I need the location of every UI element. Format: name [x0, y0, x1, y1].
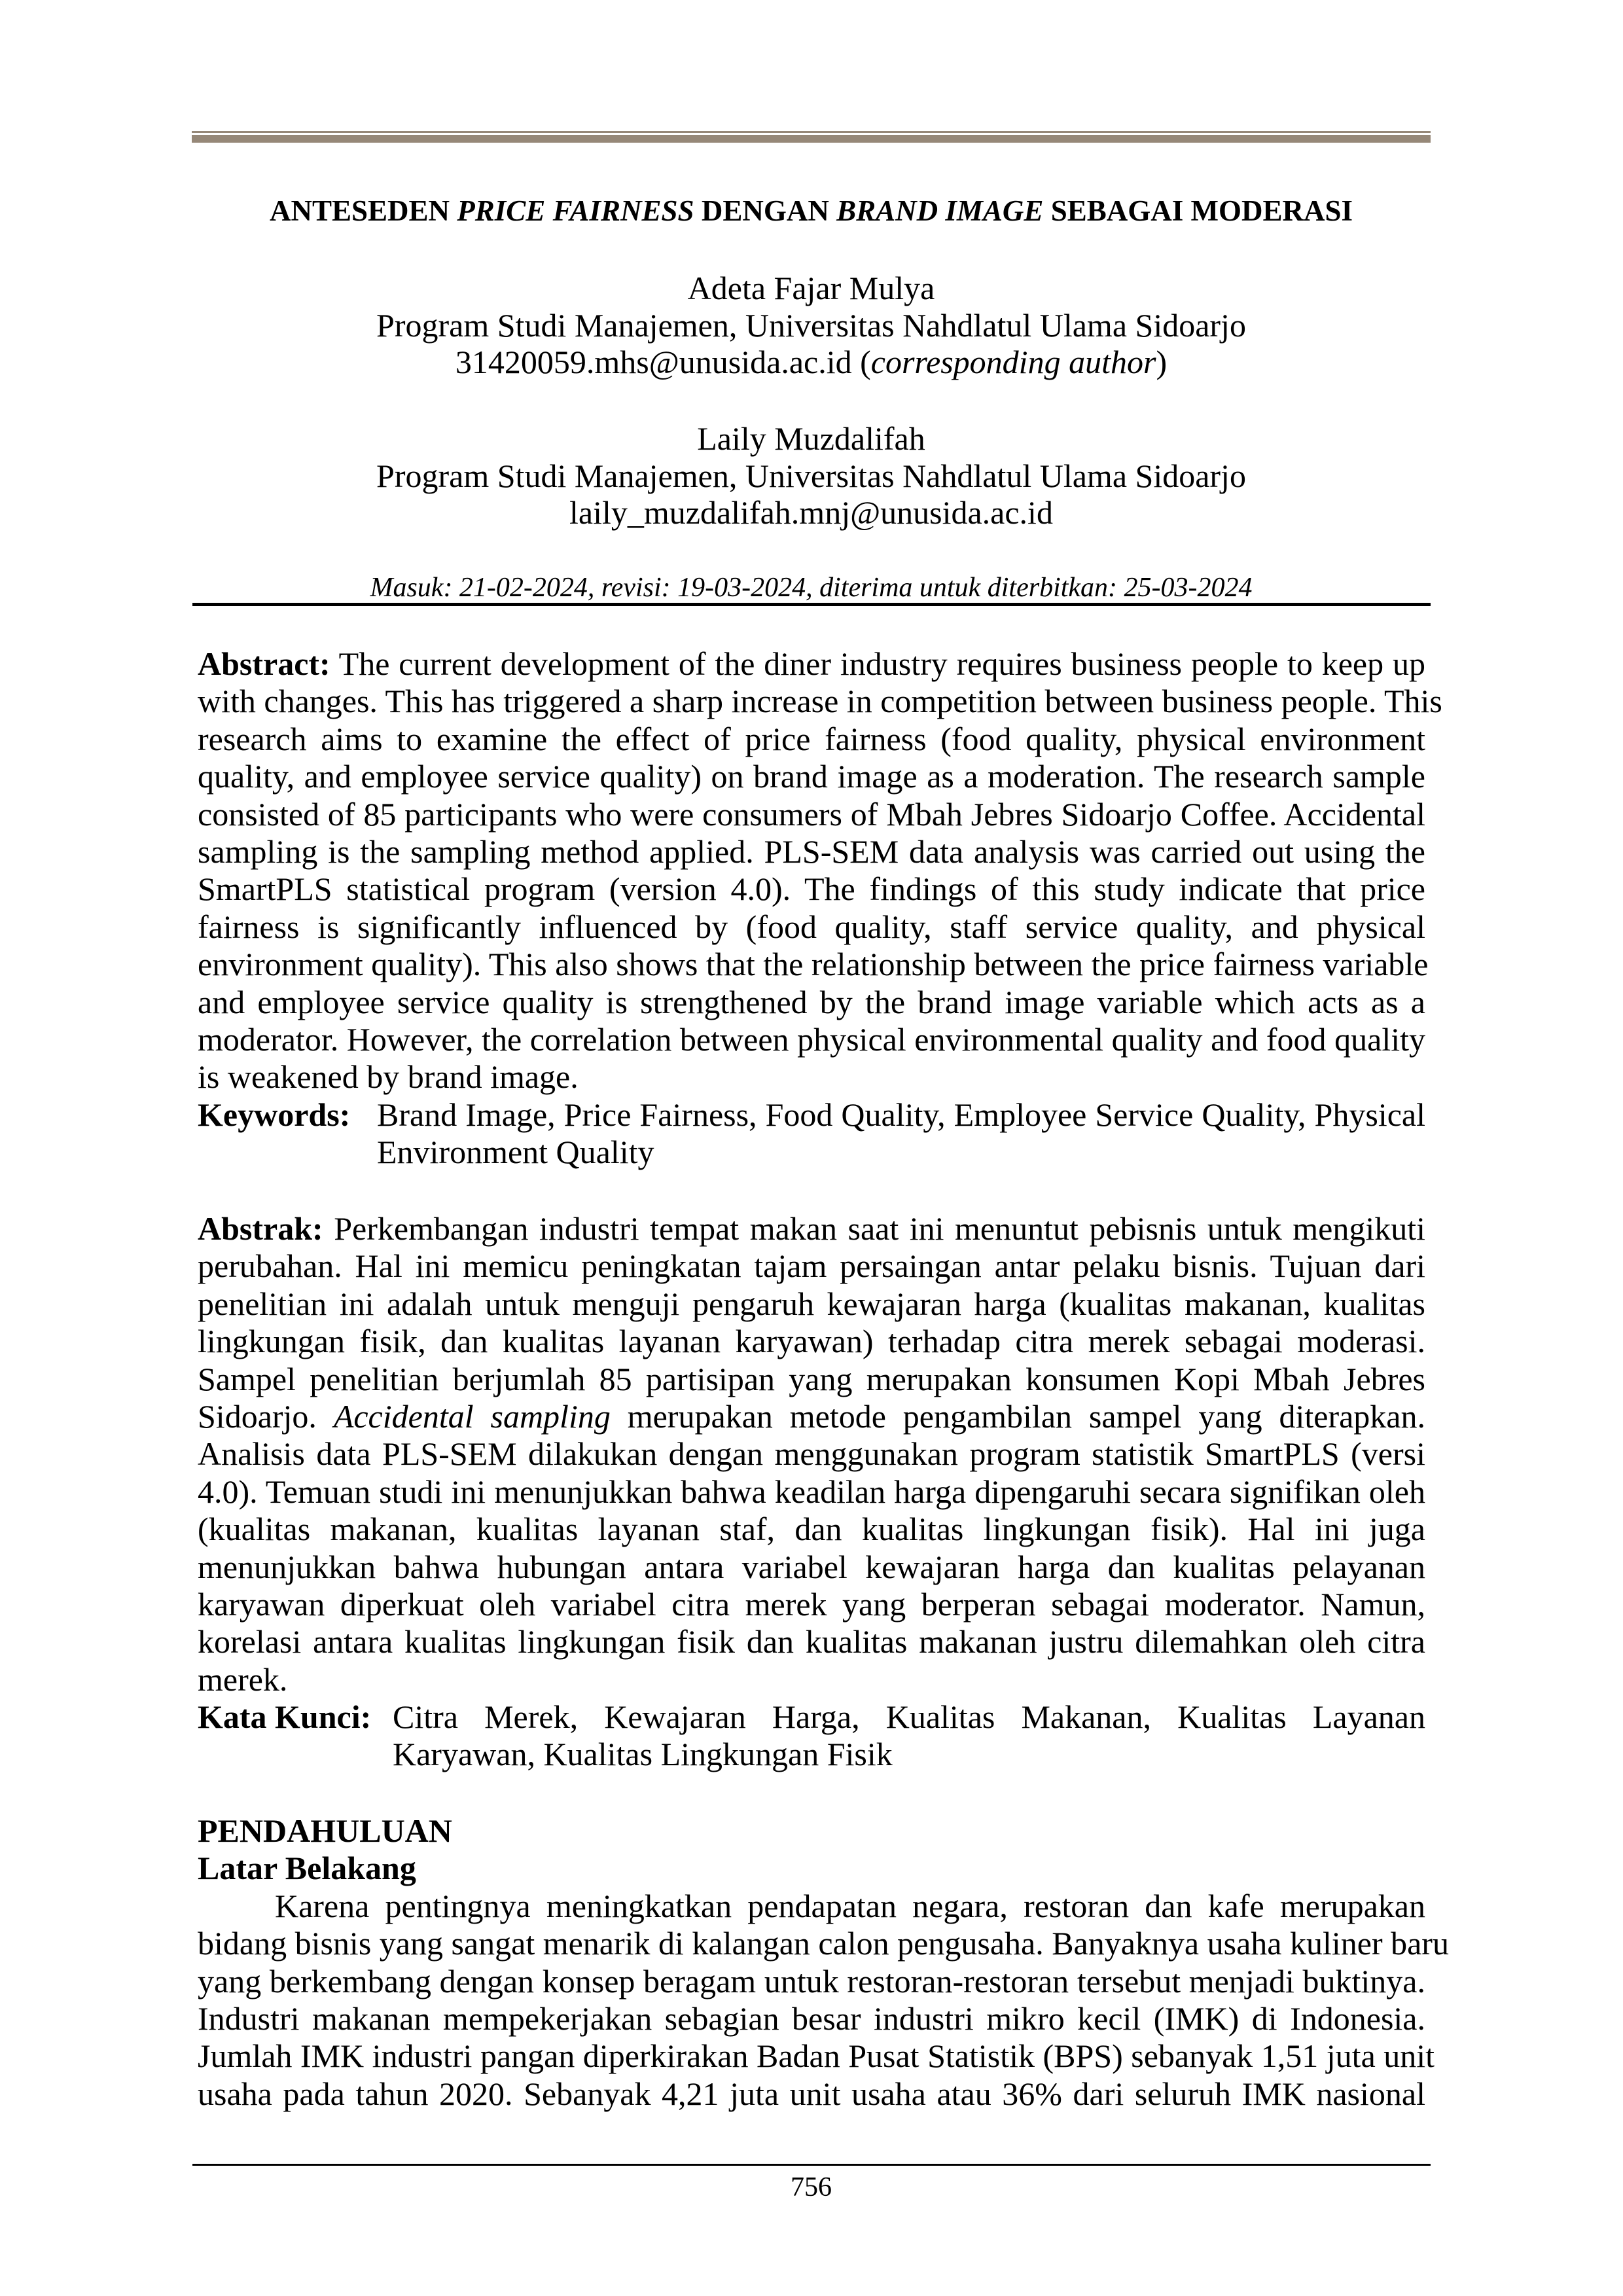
note-paren-close: ) [1156, 344, 1168, 380]
abstract-en-line: moderator. However, the correlation between physical environmental quality and food quality [198, 1020, 1425, 1058]
abstract-id-line: perubahan. Hal ini memicu peningkatan tajam persaingan antar pelaku bisnis. Tujuan dari [198, 1247, 1425, 1285]
section-heading: PENDAHULUAN [198, 1812, 452, 1849]
keywords-id-line: Citra Merek, Kewajaran Harga, Kualitas Makanan, Kualitas Layanan [393, 1698, 1425, 1736]
footer-rule [192, 2164, 1431, 2166]
abstract-id-line: merek. [198, 1660, 288, 1698]
abstract-id-label: Abstrak: [198, 1210, 323, 1247]
abstract-id-line: (kualitas makanan, kualitas layanan staf, dan kualitas lingkungan fisik). Hal ini juga [198, 1511, 1425, 1548]
abstract-id-line: menunjukkan bahwa hubungan antara variabel kewajaran harga dan kualitas pelayanan [198, 1548, 1425, 1585]
keywords-en-body [377, 1096, 1425, 1172]
abstract-en-label: Abstract: [198, 645, 330, 682]
header-rule-thick [192, 135, 1431, 143]
abstract-id-line [198, 1210, 1425, 1247]
dates-rule [192, 603, 1431, 606]
abstract-en [198, 645, 1442, 1171]
abstract-id [198, 1210, 1425, 1774]
keywords-id-label: Kata Kunci: [198, 1698, 372, 1736]
abstract-en-line [198, 645, 1425, 683]
paragraph-line: Karena pentingnya meningkatkan pendapatan negara, restoran dan kafe merupakan [275, 1887, 1425, 1924]
abstract-id-line: korelasi antara kualitas lingkungan fisik dan kualitas makanan justru dilemahkan oleh citra [198, 1623, 1425, 1660]
keywords-en [198, 1096, 1425, 1172]
note-paren-open: ( [851, 344, 871, 380]
abstract-en-line: environment quality). This also shows that the relationship between the price fairness variable [198, 946, 1429, 983]
header-rule-thin [192, 131, 1431, 133]
abstract-en-line: fairness is significantly influenced by (food quality, staff service quality, and physical [198, 908, 1425, 945]
abstract-en-line: is weakened by brand image. [198, 1058, 579, 1096]
submission-dates: Masuk: 21-02-2024, revisi: 19-03-2024, diterima untuk diterbitkan: 25-03-2024 [370, 573, 1253, 603]
text: merupakan metode pengambilan sampel yang diterapkan. [610, 1397, 1425, 1435]
author-2-name: Laily Muzdalifah [697, 420, 925, 457]
keywords-id-body [393, 1698, 1425, 1774]
paragraph-line: yang berkembang dengan konsep beragam untuk restoran-restoran tersebut menjadi buktinya. [198, 1962, 1425, 2000]
title-part-3: DENGAN [694, 194, 837, 227]
abstract-en-line: SmartPLS statistical program (version 4.0). The findings of this study indicate that price [198, 870, 1425, 908]
keywords-en-line: Brand Image, Price Fairness, Food Quality, Employee Service Quality, Physical [377, 1096, 1425, 1133]
section-subheading: Latar Belakang [198, 1850, 416, 1887]
title-part-4: BRAND IMAGE [836, 194, 1044, 227]
keywords-id [198, 1698, 1425, 1774]
author-2-email[interactable]: laily_muzdalifah.mnj@unusida.ac.id [569, 494, 1053, 531]
paragraph-line: Industri makanan mempekerjakan sebagian besar industri mikro kecil (IMK) di Indonesia. [198, 2000, 1425, 2037]
keywords-en-line: Environment Quality [377, 1134, 654, 1171]
corresponding-author-note: corresponding author [870, 344, 1156, 380]
abstract-id-line: Sampel penelitian berjumlah 85 partisipan yang merupakan konsumen Kopi Mbah Jebres [198, 1360, 1425, 1397]
keywords-en-label: Keywords: [198, 1096, 351, 1133]
abstract-en-line: sampling is the sampling method applied. PLS-SEM data analysis was carried out using the [198, 833, 1425, 870]
paragraph-line: Jumlah IMK industri pangan diperkirakan Badan Pusat Statistik (BPS) sebanyak 1,51 juta unit [198, 2037, 1435, 2075]
abstract-id-line: Analisis data PLS-SEM dilakukan dengan menggunakan program statistik SmartPLS (versi [198, 1435, 1425, 1473]
abstract-id-line: lingkungan fisik, dan kualitas layanan karyawan) terhadap citra merek sebagai moderasi. [198, 1323, 1425, 1360]
abstract-id-line: penelitian ini adalah untuk menguji pengaruh kewajaran harga (kualitas makanan, kualitas [198, 1285, 1425, 1322]
author-1-contact [192, 344, 1431, 381]
paragraph-line: usaha pada tahun 2020. Sebanyak 4,21 juta unit usaha atau 36% dari seluruh IMK nasional [198, 2075, 1425, 2112]
abstract-en-line: and employee service quality is strengthened by the brand image variable which acts as a [198, 983, 1425, 1020]
title-part-2: PRICE FAIRNESS [457, 194, 694, 227]
author-1-email[interactable]: 31420059.mhs@unusida.ac.id [455, 344, 852, 380]
section-introduction [198, 1812, 1449, 2113]
author-1-affiliation: Program Studi Manajemen, Universitas Nahdlatul Ulama Sidoarjo [376, 307, 1246, 344]
abstract-en-line: with changes. This has triggered a sharp increase in competition between business people. This [198, 683, 1442, 720]
abstract-en-line: research aims to examine the effect of price fairness (food quality, physical environment [198, 720, 1425, 757]
abstract-en-line: consisted of 85 participants who were consumers of Mbah Jebres Sidoarjo Coffee. Accidental [198, 795, 1425, 833]
abstract-en-text: The current development of the diner industry requires business people to keep up [330, 645, 1425, 682]
abstract-id-line [198, 1398, 1425, 1435]
abstract-id-line: karyawan diperkuat oleh variabel citra merek yang berperan sebagai moderator. Namun, [198, 1585, 1425, 1623]
paper-title [192, 194, 1431, 228]
abstract-id-line: 4.0). Temuan studi ini menunjukkan bahwa keadilan harga dipengaruhi secara signifikan oleh [198, 1473, 1425, 1510]
paragraph-line: bidang bisnis yang sangat menarik di kalangan calon pengusaha. Banyaknya usaha kuliner baru [198, 1925, 1449, 1962]
author-1-name: Adeta Fajar Mulya [687, 270, 935, 306]
accidental-sampling-term: Accidental sampling [333, 1397, 611, 1435]
text: Sidoarjo. [198, 1397, 334, 1435]
keywords-id-line: Karyawan, Kualitas Lingkungan Fisik [393, 1736, 893, 1773]
title-part-5: SEBAGAI MODERASI [1043, 194, 1353, 227]
abstract-en-line: quality, and employee service quality) on brand image as a moderation. The research sample [198, 758, 1425, 795]
author-2-affiliation: Program Studi Manajemen, Universitas Nahdlatul Ulama Sidoarjo [376, 457, 1246, 494]
abstract-id-text: Perkembangan industri tempat makan saat ini menuntut pebisnis untuk mengikuti [323, 1210, 1425, 1247]
title-part-1: ANTESEDEN [269, 194, 457, 227]
page-number: 756 [791, 2172, 832, 2202]
